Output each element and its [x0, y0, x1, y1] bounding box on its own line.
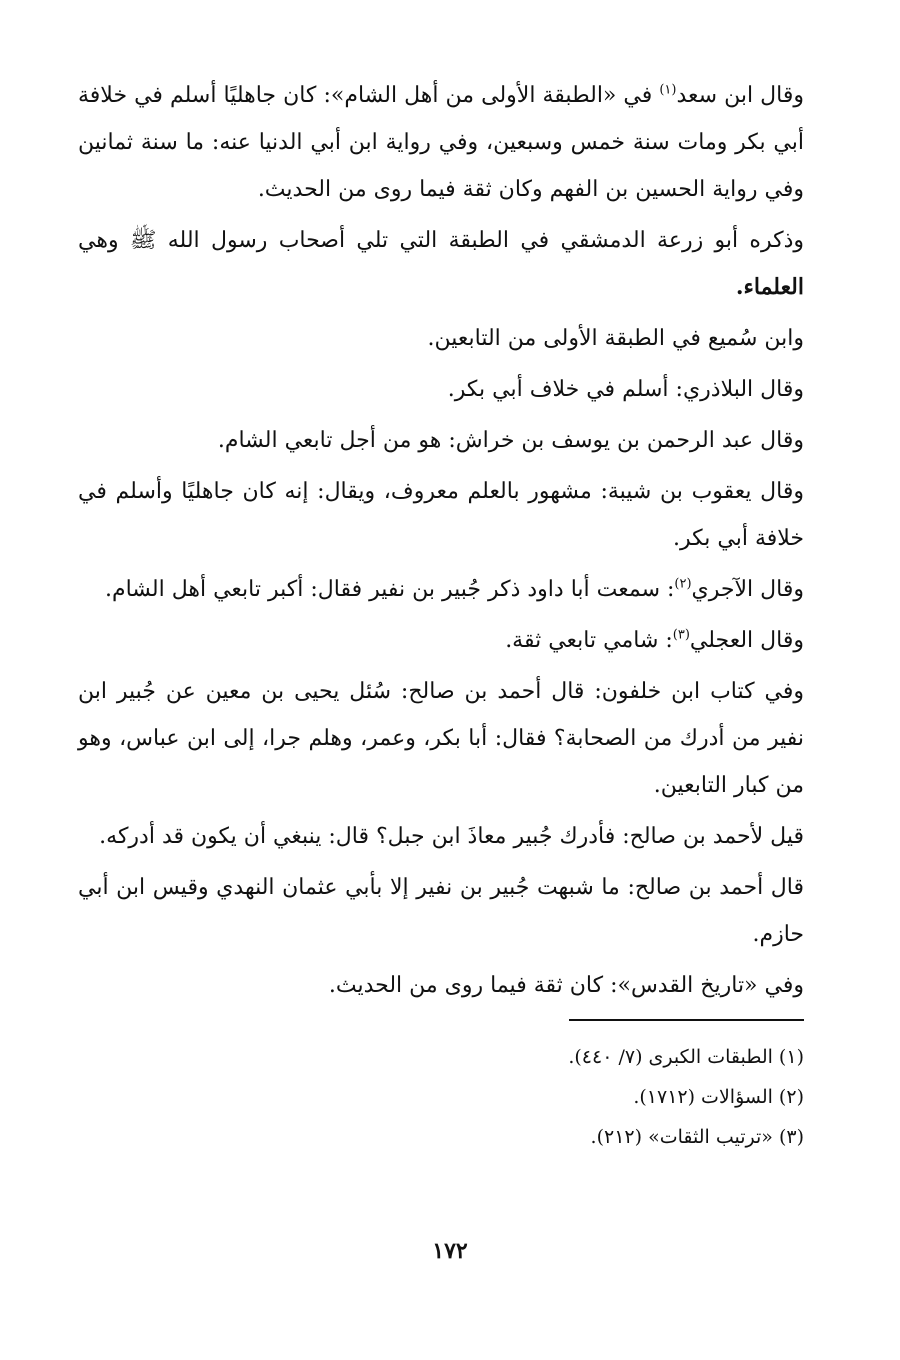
paragraph-ahmad-comparison: قال أحمد بن صالح: ما شبهت جُبير بن نفير إلا بأبي عثمان النهدي وقيس ابن أبي حازم.: [78, 875, 804, 947]
paragraph-tarikh-al-quds: وفي «تاريخ القدس»: كان ثقة فيما روى من الحديث.: [328, 973, 804, 998]
footnote-2: (٢) السؤالات (١٧١٢).: [633, 1086, 804, 1108]
paragraph-ahmad-question: قيل لأحمد بن صالح: فأدرك جُبير معاذَ ابن جبل؟ قال: ينبغي أن يكون قد أدركه.: [99, 824, 804, 849]
paragraph-ibn-khalfun: وفي كتاب ابن خلفون: قال أحمد بن صالح: سُئل يحيى بن معين عن جُبير ابن نفير من أدرك من الصحابة؟ فقال: أبا بكر، وعمر، وهلم جرا، إلى ابن عباس، وهو من كبار التابعين.: [78, 679, 804, 798]
paragraph-text: وذكره أبو زرعة الدمشقي في الطبقة التي تلي أصحاب رسول الله ﷺ وهي: [78, 228, 804, 253]
paragraph-text: وقال ابن سعد: [676, 83, 804, 108]
paragraph-ajurri: [78, 566, 804, 613]
bold-word-ulama: العلماء.: [735, 274, 804, 300]
paragraph-baladhuri: وقال البلاذري: أسلم في خلاف أبي بكر.: [447, 377, 804, 402]
footnote-3: (٣) «ترتيب الثقات» (٢١٢).: [590, 1126, 804, 1148]
paragraph-text: في «الطبقة الأولى من أهل الشام»: كان جاهليًا أسلم في خلافة أبي بكر ومات سنة خمس وسبعين، وفي رواية ابن أبي الدنيا عنه: ما سنة ثمانين وفي رواية الحسين بن الفهم وكان ثقة فيما روى من الحديث.: [78, 83, 804, 202]
paragraph-ijli: [78, 617, 804, 664]
footnote-ref-3: (٣): [672, 627, 690, 643]
page-number: ١٧٢: [432, 1238, 468, 1264]
paragraph-yaqub-ibn-shayba: وقال يعقوب بن شيبة: مشهور بالعلم معروف، ويقال: إنه كان جاهليًا وأسلم في خلافة أبي بكر.: [78, 479, 804, 551]
paragraph-ibn-khirash: وقال عبد الرحمن بن يوسف بن خراش: هو من أجل تابعي الشام.: [217, 428, 804, 453]
footnote-ref-2: (٢): [674, 576, 692, 592]
paragraph-text: وقال الآجري: [691, 577, 804, 602]
paragraph-text: وقال العجلي: [689, 628, 804, 653]
footnote-1: (١) الطبقات الكبرى (٧/ ٤٤٠).: [568, 1046, 804, 1068]
footnote-divider: [569, 1019, 804, 1021]
footnote-ref-1: (١): [659, 82, 677, 98]
paragraph-text: : شامي تابعي ثقة.: [505, 628, 673, 653]
paragraph-text: : سمعت أبا داود ذكر جُبير بن نفير فقال: أكبر تابعي أهل الشام.: [104, 577, 675, 602]
paragraph-ibn-sumay: وابن سُميع في الطبقة الأولى من التابعين.: [427, 326, 804, 351]
paragraph-abu-zura: [78, 217, 804, 311]
paragraph-ibn-saad: [78, 72, 804, 213]
